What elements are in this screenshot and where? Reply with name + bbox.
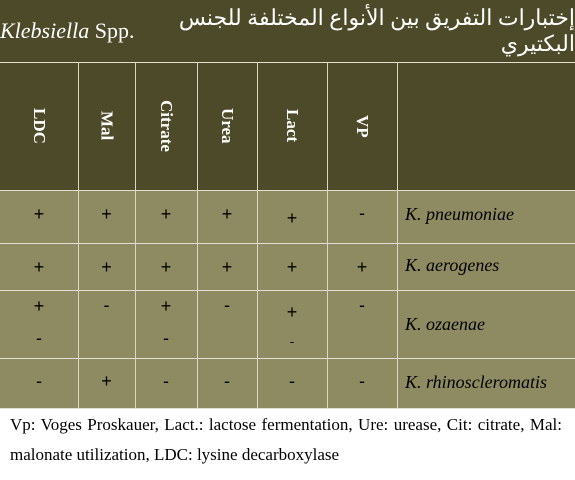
table-cell: + bbox=[221, 204, 233, 224]
table-row bbox=[0, 190, 575, 243]
table-cell: + bbox=[286, 257, 298, 277]
table-cell: - bbox=[359, 371, 365, 391]
table-cell: + bbox=[221, 257, 233, 277]
table-row bbox=[0, 290, 575, 358]
table-cell: + bbox=[356, 257, 368, 277]
column-header-vp: VP bbox=[353, 114, 372, 138]
table-cell: + bbox=[101, 371, 112, 391]
footnote: Vp: Voges Proskauer, Lact.: lactose fermentation, Ure: urease, Cit: citrate, Mal: malonate utilization, LDC: lysine decarboxylase bbox=[10, 415, 562, 464]
table-cell: - bbox=[224, 371, 230, 391]
column-header-species bbox=[397, 62, 575, 190]
table-cell: + bbox=[101, 204, 112, 224]
divider bbox=[0, 408, 575, 409]
table-cell: - bbox=[289, 371, 295, 391]
table-cell: - bbox=[36, 371, 42, 391]
table-cell: - bbox=[224, 295, 230, 315]
title-genus: Klebsiella bbox=[0, 18, 90, 43]
column-header-mal: Mal bbox=[97, 111, 117, 141]
table-cell: + bbox=[160, 204, 172, 224]
species-name: K. aerogenes bbox=[405, 254, 500, 275]
table-cell: - bbox=[103, 295, 110, 315]
table-cell: + - bbox=[33, 296, 45, 348]
species-name: K. pneumoniae bbox=[405, 203, 514, 224]
title-arabic: إختبارات التفريق بين الأنواع المختلفة للجنس البكتيري bbox=[178, 5, 575, 56]
divider bbox=[0, 62, 575, 63]
table-cell: + bbox=[101, 257, 112, 277]
column-header-lact: Lact bbox=[283, 109, 302, 143]
table-cell: + - bbox=[286, 301, 298, 349]
column-header-row bbox=[0, 62, 575, 190]
column-header-ldc: LDC bbox=[30, 108, 49, 144]
column-header-citrate: Citrate bbox=[157, 100, 176, 152]
table-cell: + bbox=[33, 257, 45, 277]
species-name: K. ozaenae bbox=[405, 313, 485, 334]
title-spp: Spp. bbox=[89, 18, 140, 43]
table-cell: - bbox=[359, 295, 365, 315]
species-name: K. rhinoscleromatis bbox=[405, 371, 548, 392]
table-row bbox=[0, 243, 575, 290]
table-cell: + bbox=[160, 257, 172, 277]
table-cell: + - bbox=[160, 296, 172, 348]
table-cell: - bbox=[359, 203, 365, 223]
table-title bbox=[0, 0, 575, 62]
column-header-urea: Urea bbox=[218, 108, 237, 144]
table-cell: - bbox=[163, 371, 169, 391]
table-cell: + bbox=[33, 204, 45, 224]
table-row bbox=[0, 358, 575, 408]
table-cell: + bbox=[286, 208, 298, 228]
